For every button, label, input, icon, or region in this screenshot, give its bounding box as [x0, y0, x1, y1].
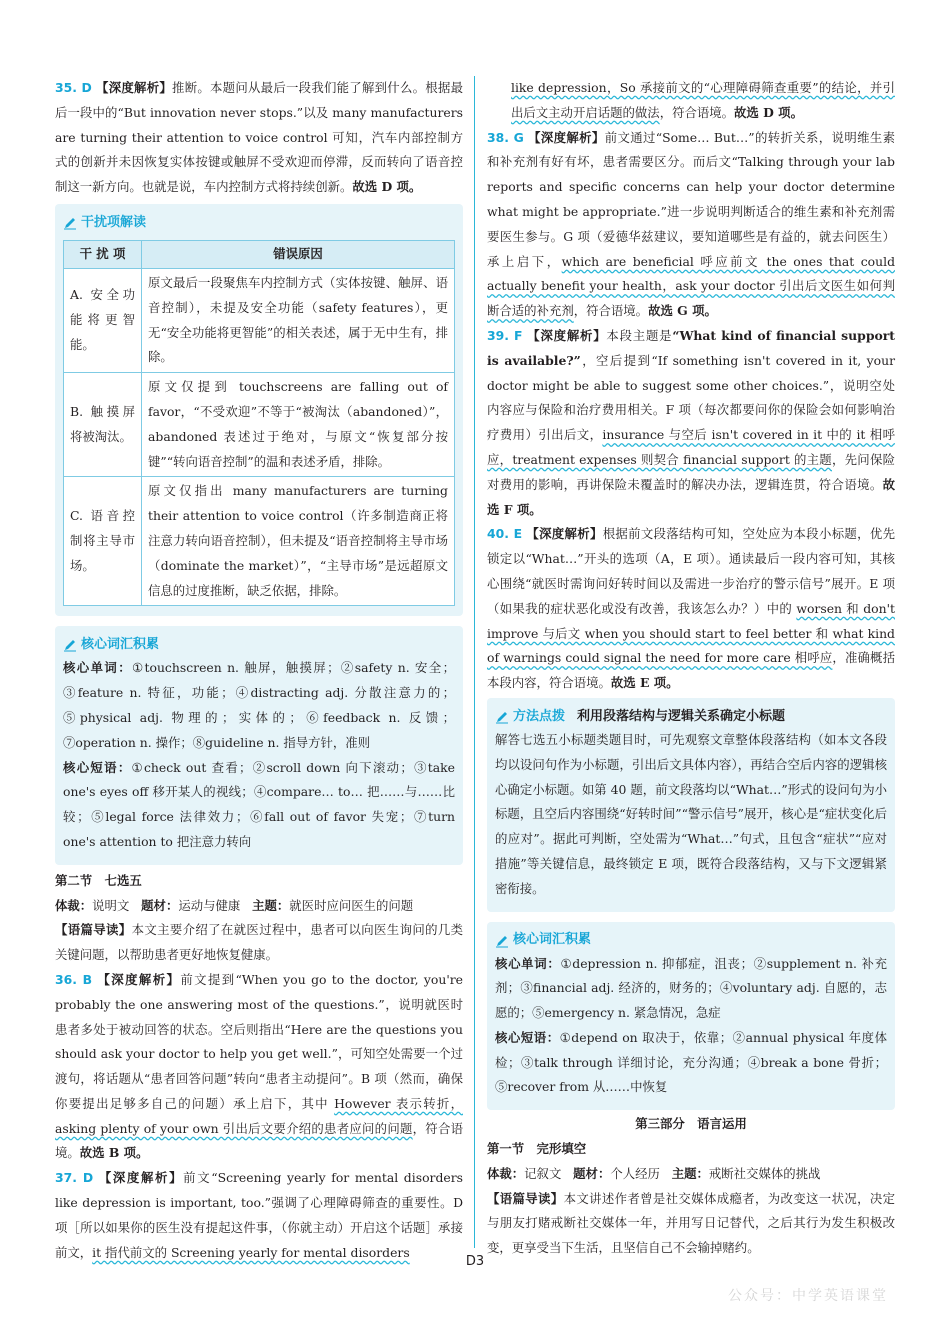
genre-label: 体裁：: [487, 1165, 525, 1181]
table-row: [64, 477, 455, 606]
q37-continued: [487, 76, 895, 126]
q39-answer: 故选 F 项。: [487, 476, 895, 517]
phrases-label: 核心短语：: [63, 759, 132, 775]
method-box: [487, 698, 895, 912]
vocab-title-1: 核心词汇积累: [81, 636, 160, 652]
pen-icon: [63, 638, 77, 652]
section2-guide: [55, 918, 463, 968]
topic-label: 题材：: [573, 1165, 611, 1181]
method-title: 方法点拨: [513, 708, 566, 724]
table-cell-option: B. 触摸屏将被淘汰。: [64, 373, 142, 477]
phrases-text: ①check out 查看；②scroll down 向下滚动；③take one's eyes off 移开某人的视线；④compare… to… 把……与……比较；⑤legal force 法律效力；⑥fall out of favor 失宠；⑦turn one's attention to 把注意力转向: [63, 759, 455, 849]
q38-tag: 【深度解析】: [528, 129, 605, 145]
pen-icon: [495, 710, 509, 724]
table-row: [64, 373, 455, 477]
distractor-title: 干扰项解读: [81, 214, 147, 230]
table-cell-option: C. 语音控制将主导市场。: [64, 477, 142, 606]
q40-underline: worsen 和 don't improve 与后文 when you should start to feel better 和 what kind of warnings could signal the need for more care 相呼应: [487, 600, 895, 666]
q38-answer: 故选 G 项。: [648, 303, 717, 319]
left-column: [55, 76, 463, 1265]
watermark: 公众号：中学英语课堂: [728, 1288, 888, 1304]
q35-paragraph: [55, 76, 463, 200]
section2-meta: [55, 894, 463, 919]
q40-tag: 【深度解析】: [526, 526, 603, 542]
distractor-box: [55, 204, 463, 616]
q35-tag: 【深度解析】: [96, 80, 173, 95]
distractor-table: [63, 240, 455, 606]
genre-value: 记叙文: [524, 1165, 562, 1181]
vocab-box-1: [55, 626, 463, 864]
table-row: [64, 268, 455, 372]
q36-tag: 【深度解析】: [97, 971, 181, 987]
pen-icon: [63, 216, 77, 230]
q37-text: 前文“Screening yearly for mental disorders like depression is important, too.”强调了心理障碍筛查的重要性。D 项［所以如果你的医生没有提起这件事，（你就主动）开启这个话题］承接前文，: [55, 1170, 463, 1260]
q39-tag: 【深度解析】: [527, 327, 607, 343]
method-subtitle: 利用段落结构与逻辑关系确定小标题: [577, 708, 786, 724]
table-header-row: [64, 240, 455, 268]
q39-text: 本段主题是: [606, 327, 673, 343]
vocab-box-2: [487, 922, 895, 1111]
distractor-header: [63, 212, 455, 234]
table-cell-reason: 原文仅指出 many manufacturers are turning their attention to voice control（许多制造商正将注意力转向语音控制），但未提及“语音控制将主导市场（dominate the market）”，“主导市场”是远超原文信息的过度推断，缺乏依据，排除。: [142, 477, 455, 606]
q35-number: 35. D: [55, 80, 92, 95]
method-header: [495, 706, 887, 728]
guide-text: 本文主要介绍了在就医过程中，患者可以向医生询问的几类关键问题，以帮助患者更好地恢复健康。: [55, 922, 464, 963]
q37-number: 37. D: [55, 1170, 94, 1186]
q37-cont-text: ，符合语境。: [659, 104, 735, 120]
q39-bold: “What kind of financial support is available?”: [487, 327, 895, 368]
vocab-header-2: [495, 930, 887, 952]
theme-value: 戒断社交媒体的挑战: [708, 1165, 821, 1181]
q36-text-end: ，符合语境。: [55, 1120, 463, 1161]
q36-underline: However 表示转折，asking plenty of your own 引出后文要介绍的患者应问的问题: [55, 1095, 463, 1136]
q39-underline: insurance 与空后 isn't covered in it 中的 it 相呼应，treatment expenses 则契合 financial support 的主题: [487, 427, 896, 467]
q40-number: 40. E: [487, 526, 523, 542]
part3-title: 第三部分 语言运用: [635, 1116, 747, 1132]
vocab-phrases-2: [495, 1026, 887, 1100]
q39-number: 39. F: [487, 327, 523, 343]
phrases-text: ①depend on 取决于，依靠；②annual physical 年度体检；③talk through 详细讨论，充分沟通；④break a bone 骨折；⑤recover from 从……中恢复: [495, 1029, 887, 1095]
table-header-option: 干 扰 项: [64, 240, 142, 268]
table-cell-reason: 原文仅提到 touchscreens are falling out of favor，“不受欢迎”不等于“被淘汰（abandoned）”，abandoned 表述过于绝对，与原文“恢复部分按键”“转向语音控制”的温和表述矛盾，排除。: [142, 373, 455, 477]
words-label: 核心单词：: [495, 955, 561, 971]
part3-meta: [487, 1162, 895, 1187]
q38-underline: which are beneficial 呼应前文 the ones that could actually benefit your health，ask your doctor 引出后文医生如何判断合适的补充剂: [487, 253, 895, 319]
q36-paragraph: [55, 968, 463, 1166]
section2-title: 第二节 七选五: [55, 872, 142, 888]
q36-text: 前文提到“When you go to the doctor, you're probably the one answering most of the questions.”，说明就医时患者多处于被动回答的状态。空后则指出“Here are the questions you should ask your doctor to help you get well.”，可知空处需要一个过渡句，将话题从“患者回答问题”转向“患者主动提问”。B 项（然而，确保你要提出足够多自己的问题）承上启下，其中: [55, 971, 463, 1111]
q36-number: 36. B: [55, 971, 93, 987]
guide-label: 【语篇导读】: [487, 1190, 564, 1206]
guide-text: 本文讲述作者曾是社交媒体成瘾者，为改变这一状况，决定与朋友打赌戒断社交媒体一年，并用写日记替代，之后其行为发生积极改变，更享受当下生活，且坚信自己不会输掉赌约。: [487, 1190, 896, 1256]
theme-label: 主题：: [252, 897, 290, 913]
q39-text-mid: ，空后提到“If something isn't covered in it, your doctor might be able to suggest some other choices.”，说明空处内容应与保险和治疗费用相关。F 项（每次都要问你的保险会如何影响治疗费用）引出后文，: [487, 352, 895, 443]
page-number: D3: [465, 1254, 485, 1269]
phrases-label: 核心短语：: [495, 1029, 560, 1045]
topic-value: 运动与健康: [178, 897, 241, 913]
q36-answer: 故选 B 项。: [79, 1145, 149, 1161]
words-text: ①touchscreen n. 触屏，触摸屏；②safety n. 安全；③feature n. 特征，功能；④distracting adj. 分散注意力的；⑤physical adj. 物理的；实体的；⑥feedback n. 反馈；⑦operation n. 操作；⑧guideline n. 指导方针，准则: [63, 660, 455, 750]
column-divider: [474, 76, 475, 1248]
q35-answer: 故选 D 项。: [352, 179, 422, 195]
words-text: ①depression n. 抑郁症，沮丧；②supplement n. 补充剂；③financial adj. 经济的，财务的；④voluntary adj. 自愿的，志愿的；⑤emergency n. 紧急情况，急症: [495, 955, 888, 1021]
genre-label: 体裁：: [55, 897, 93, 913]
pen-icon: [495, 934, 509, 948]
topic-value: 个人经历: [610, 1165, 660, 1181]
q39-text-end: ，先问保险对费用的影响，再讲保险未覆盖时的解决办法，逻辑连贯，符合语境。: [487, 451, 896, 492]
theme-value: 就医时应问医生的问题: [289, 897, 414, 913]
vocab-words-1: [63, 656, 455, 755]
vocab-phrases-1: [63, 756, 455, 855]
q40-answer: 故选 E 项。: [610, 675, 679, 691]
q38-text: 前文通过“Some… But…”的转折关系，说明维生素和补充剂有好有坏，患者需要区分。而后文“Talking through your lab reports and specific concerns can help your doctor determine what might be appropriate.”进一步说明判断适合的维生素和补充剂需要医生参与。G 项（爱德华兹建议，要知道哪些是有益的，就去问医生）承上启下，: [487, 129, 895, 269]
part3-section1: 第一节 完形填空: [487, 1141, 587, 1157]
q40-paragraph: [487, 522, 895, 696]
genre-value: 说明文: [92, 897, 130, 913]
q38-paragraph: [487, 126, 895, 324]
q37-cont-underline: like depression，So 承接前文的“心理障碍筛查重要”的结论，并引出后文主动开启话题的做法: [511, 80, 895, 120]
words-label: 核心单词：: [63, 660, 132, 676]
guide-label: 【语篇导读】: [55, 922, 132, 938]
q37-cont-answer: 故选 D 项。: [734, 104, 803, 120]
q40-text-end: ，准确概括本段内容，符合语境。: [487, 650, 895, 691]
topic-label: 题材：: [141, 897, 179, 913]
table-cell-option: A. 安全功能将更智能。: [64, 268, 142, 372]
table-cell-reason: 原文最后一段聚焦车内控制方式（实体按键、触屏、语音控制），未提及安全功能（safety features），更无“安全功能将更智能”的相关表述，属于无中生有，排除。: [142, 268, 455, 372]
right-column: [487, 76, 895, 1261]
q38-number: 38. G: [487, 129, 524, 145]
q35-text: 推断。本题问从最后一段我们能了解到什么。根据最后一段中的“But innovation never stops.”以及 many manufacturers are turning their attention to voice control 可知，汽车内部控制方式的创新并未因恢复实体按键或触屏不受欢迎而停滞，反而转向了语音控制这一新方向。也就是说，车内控制方式将持续创新。: [55, 80, 463, 195]
vocab-words-2: [495, 952, 887, 1026]
q37-underline: it 指代前文的 Screening yearly for mental disorders: [92, 1244, 410, 1260]
theme-label: 主题：: [671, 1165, 709, 1181]
vocab-title-2: 核心词汇积累: [513, 932, 592, 948]
method-text: 解答七选五小标题类题目时，可先观察文章整体段落结构（如本文各段均以设问句作为小标题，引出后文具体内容），再结合空后内容的逻辑核心确定小标题。如第 40 题，前文段落均以“What…”形式的设问句为小标题，且空后内容围绕“好转时间”“警示信号”展开，核心是“症状变化后的应对”。据此可判断，空处需为“What…”句式，且包含“症状”“应对措施”等关键信息，最终锁定 E 项，既符合段落结构，又与下文逻辑紧密衔接。: [495, 731, 887, 896]
q39-paragraph: [487, 324, 895, 522]
q38-text-end: ，符合语境。: [573, 303, 649, 319]
vocab-header-1: [63, 634, 455, 656]
q40-text: 根据前文段落结构可知，空处应为本段小标题，优先锁定以“What…”开头的选项（A，E 项）。通读最后一段内容可知，其核心围绕“就医时需询问好转时间以及需进一步治疗的警示信号”展开。E 项（如果我的症状恶化或没有改善，我该怎么办？）中的: [487, 526, 895, 616]
q37-tag: 【深度解析】: [98, 1170, 184, 1186]
table-header-reason: 错误原因: [142, 240, 455, 268]
